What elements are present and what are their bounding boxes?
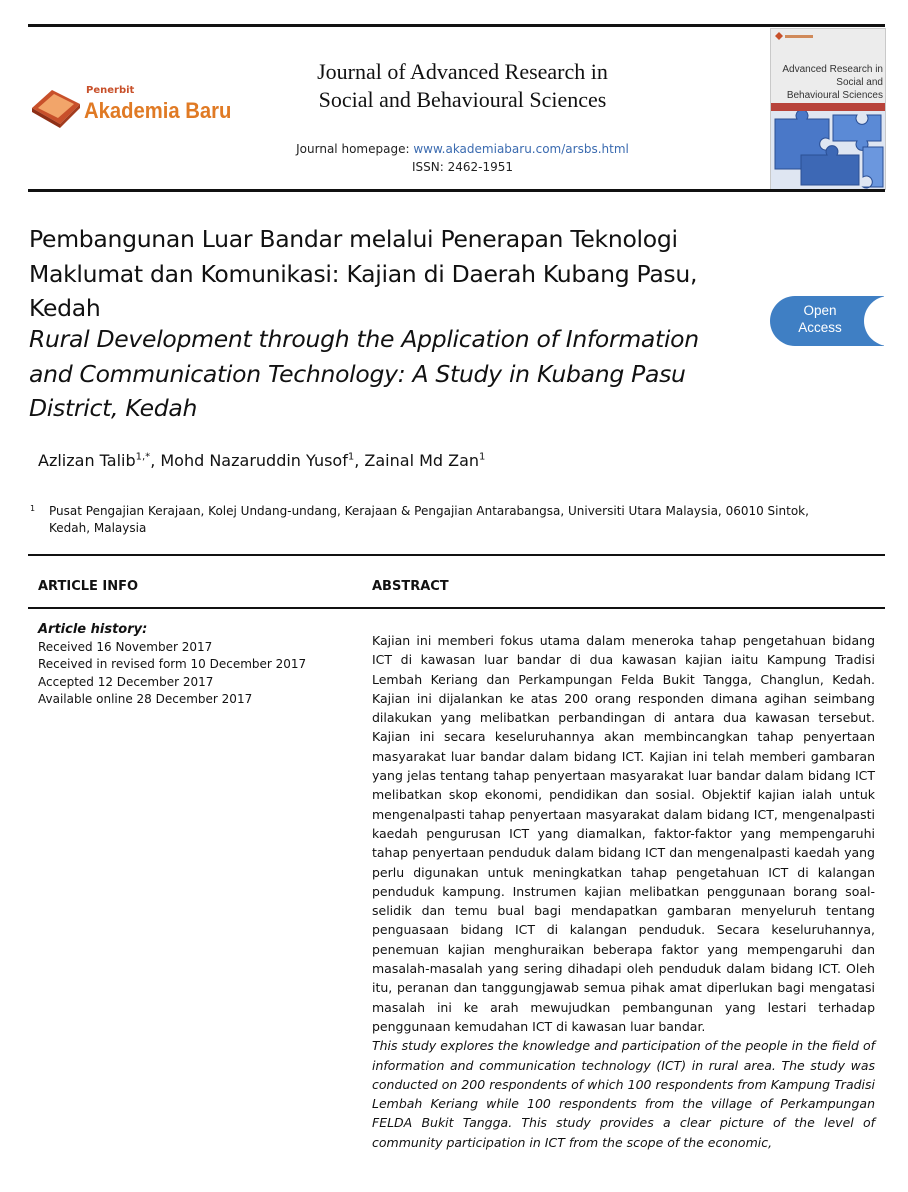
author-name: Mohd Nazaruddin Yusof [160, 451, 348, 470]
author-affiliation-mark: 1 [479, 451, 486, 463]
author-separator: , [354, 451, 365, 470]
open-access-line: Access [798, 320, 842, 335]
cover-title-line: Advanced Research in [782, 64, 883, 75]
author-name: Zainal Md Zan [364, 451, 480, 470]
cover-accent-bar [771, 103, 885, 111]
author-separator: , [150, 451, 161, 470]
book-logo-icon [30, 86, 82, 130]
open-access-label [778, 302, 862, 336]
open-access-line: Open [803, 303, 837, 318]
history-revised: Received in revised form 10 December 2017 [38, 657, 307, 671]
publisher-small-label: Penerbit [86, 85, 135, 96]
title-line: Rural Development through the Application of Information [29, 325, 699, 353]
journal-title-line: Journal of Advanced Research in [317, 59, 608, 84]
header-top-rule [28, 24, 885, 27]
author-name: Azlizan Talib [38, 451, 136, 470]
title-line: District, Kedah [29, 394, 198, 422]
journal-title [270, 58, 655, 114]
open-access-notch [864, 296, 884, 346]
article-info-heading: ARTICLE INFO [38, 579, 139, 594]
history-received: Received 16 November 2017 [38, 639, 213, 654]
cover-logo-icon [775, 32, 815, 41]
affiliation-text: Pusat Pengajian Kerajaan, Kolej Undang-undang, Kerajaan & Pengajian Antarabangsa, Universiti Utara Malaysia, 06010 Sintok, Kedah, Malaysia [49, 504, 809, 535]
open-access-badge [770, 296, 884, 346]
puzzle-pieces-icon [771, 111, 885, 189]
history-online: Available online 28 December 2017 [38, 692, 253, 706]
author-affiliation-mark: 1 [347, 451, 355, 463]
history-accepted: Accepted 12 December 2017 [38, 674, 214, 689]
journal-cover-image [770, 28, 886, 190]
title-line: Pembangunan Luar Bandar melalui Penerapan Teknologi [29, 225, 678, 253]
homepage-label: Journal homepage: [296, 142, 414, 156]
publisher-name: Akademia Baru [84, 98, 232, 123]
title-line: and Communication Technology: A Study in Kubang Pasu [29, 359, 686, 388]
article-history-title: Article history: [38, 622, 148, 637]
cover-title-line: Social and [836, 77, 883, 88]
journal-title-line: Social and Behavioural Sciences [318, 87, 607, 112]
title-line: Kedah [29, 294, 101, 322]
title-line: Maklumat dan Komunikasi: Kajian di Daerah Kubang Pasu, [29, 259, 698, 288]
homepage-link[interactable]: www.akademiabaru.com/arsbs.html [413, 142, 629, 156]
cover-title [779, 63, 883, 102]
article-title-malay [29, 222, 749, 326]
cover-brand-logo [775, 32, 815, 43]
article-history [38, 621, 306, 709]
author-list [38, 451, 485, 470]
abstract-heading: ABSTRACT [372, 579, 449, 594]
abstract-english: This study explores the knowledge and participation of the people in the field of information and communication technology (ICT) in rural area. The study was conducted on 200 respondents of which 100 respondents from Kampung Tradisi Lembah Keriang while 100 respondents from the village of Perkampungan FELDA Bukit Tangga. This study provides a clear picture of the level of community participation in ICT from the scope of the economic, [372, 1038, 875, 1150]
header-bottom-rule [28, 189, 885, 192]
journal-homepage [270, 142, 655, 156]
author-affiliation-mark: 1,* [135, 451, 151, 463]
affiliation-number: 1 [30, 504, 36, 513]
journal-issn: ISSN: 2462-1951 [411, 160, 513, 174]
abstract-body [372, 631, 875, 1152]
article-title-english [29, 322, 749, 426]
abstract-malay: Kajian ini memberi fokus utama dalam meneroka tahap pengetahuan bidang ICT di kawasan luar bandar di dua kawasan kajian iaitu Kampung Tradisi Lembah Keriang dan Perkampungan Felda Bukit Tangga, Changlun, Kedah. Kajian ini dijalankan ke atas 200 orang responden dimana agihan seimbang dilakukan yang melibatkan perbandingan di antara dua kawasan tersebut. Kajian ini secara keseluruhannya akan membincangkan tahap penyertaan masyarakat luar bandar dalam bidang ICT. Kajian ini telah memberi gambaran yang jelas tentang tahap penyertaan masyarakat luar bandar dalam bidang ICT melibatkan skop ekonomi, pendidikan dan sosial. Objektif kajian ialah untuk mengenalpasti tahap penyertaan masyarakat dalam bidang ICT, mengenalpasti kaedah pengurusan ICT yang diamalkan, faktor-faktor yang mempengaruhi tahap penyertaan penduduk dalam bidang ICT dan mengenalpasti kaedah yang perlu digunakan untuk meningkatkan tahap pengetahuan ICT di kalangan penduduk kampung. Instrumen kajian melibatkan penggunaan borang soal-selidik dan temu bual bagi mendapatkan gambaran menyeluruh tentang penguasaan bidang ICT di kalangan penduduk. Secara keseluruhannya, penemuan kajian menghuraikan beberapa faktor yang mempengaruhi dan masalah-masalah yang sering dihadapi oleh penduduk dalam bidang ICT. Oleh itu, peranan dan tanggungjawab semua pihak amat diperlukan bagi mengatasi masalah ini ke arah mewujudkan pembangunan yang lestari terhadap penggunaan kemudahan ICT di kawasan luar bandar. [372, 633, 875, 1034]
article-info-top-rule [28, 554, 885, 556]
article-info-heading-rule [28, 607, 885, 609]
cover-title-line: Behavioural Sciences [786, 90, 883, 101]
